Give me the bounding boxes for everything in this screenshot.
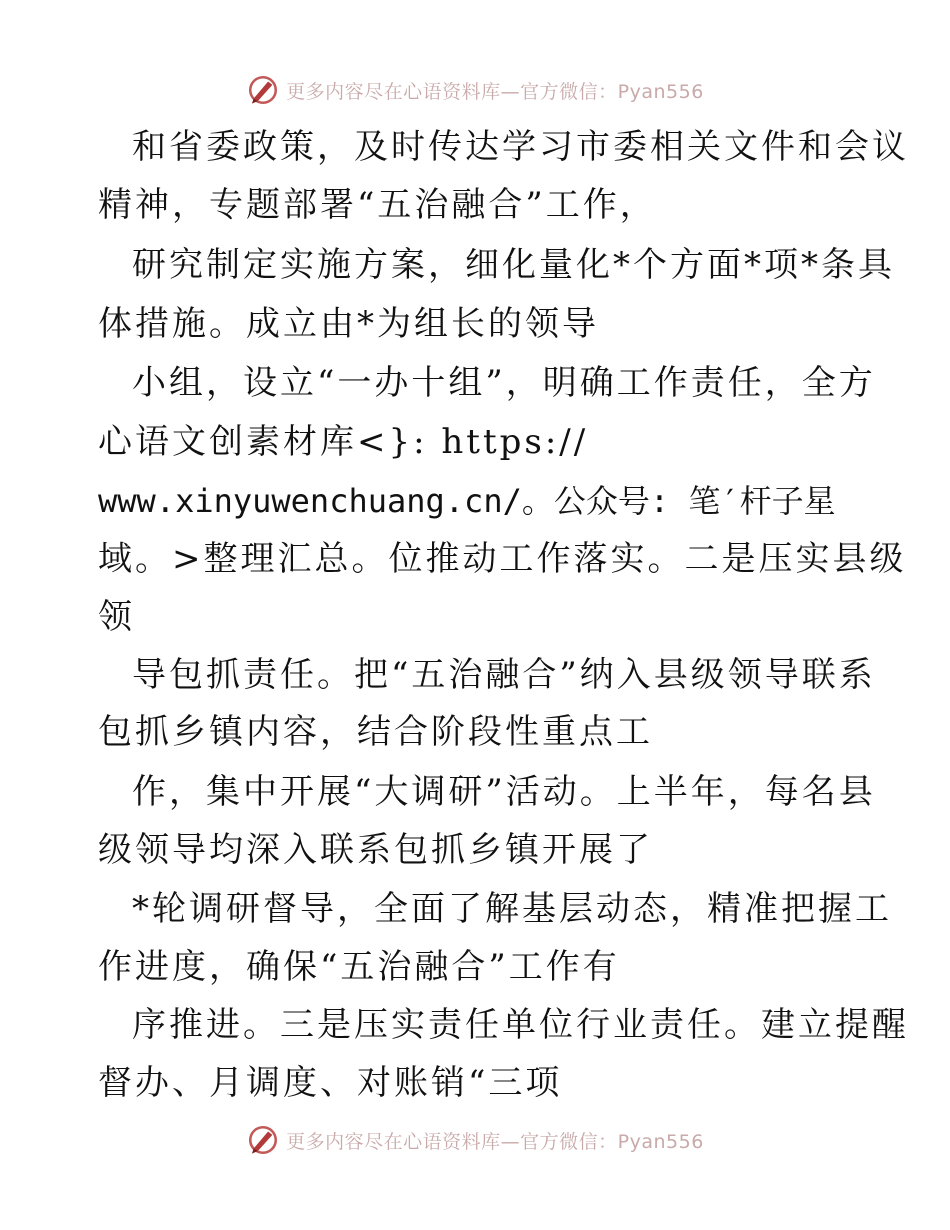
text-line: 心语文创素材库<}: https:// [98, 422, 589, 462]
pen-logo-icon [246, 73, 280, 107]
header-watermark [0, 70, 950, 110]
pen-logo-icon [246, 1123, 280, 1157]
text-line: 研究制定实施方案，细化量化*个方面*项*条具 [132, 245, 895, 285]
text-line: 小组，设立“一办十组”，明确工作责任，全方 [132, 363, 876, 403]
watermark-text: 更多内容尽在心语资料库—官方微信：Pyan556 [286, 1130, 704, 1153]
text-line: 督办、月调度、对账销“三项 [98, 1063, 563, 1103]
text-line: *轮调研督导，全面了解基层动态，精准把握工 [132, 889, 892, 929]
text-line: 精神，专题部署“五治融合”工作， [98, 185, 657, 225]
text-line: 作进度，确保“五治融合”工作有 [98, 947, 620, 987]
text-line: 序推进。三是压实责任单位行业责任。建立提醒 [132, 1005, 909, 1045]
text-line: 和省委政策，及时传达学习市委相关文件和会议 [132, 127, 909, 167]
text-line: 域。>整理汇总。位推动工作落实。二是压实县级 [98, 539, 907, 579]
text-line: 导包抓责任。把“五治融合”纳入县级领导联系 [132, 655, 876, 695]
footer-watermark [0, 1120, 950, 1160]
text-line: 作，集中开展“大调研”活动。上半年，每名县 [132, 772, 876, 812]
text-line: 包抓乡镇内容，结合阶段性重点工 [98, 712, 653, 752]
text-line: 领 [98, 597, 135, 637]
text-line: www.xinyuwenchuang.cn/。公众号: 笔′杆子星 [98, 482, 836, 520]
text-line: 级领导均深入联系包抓乡镇开展了 [98, 830, 653, 870]
text-line: 体措施。成立由*为组长的领导 [98, 304, 599, 344]
watermark-text: 更多内容尽在心语资料库—官方微信：Pyan556 [286, 80, 704, 103]
